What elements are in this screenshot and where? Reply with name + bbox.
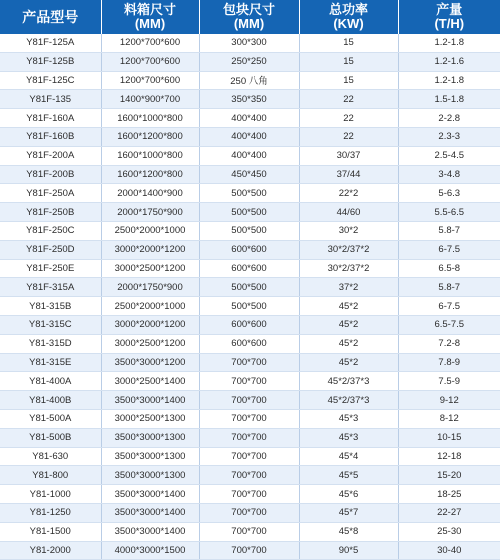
cell-total-power: 45*2: [299, 353, 398, 372]
cell-model: Y81F-200A: [0, 146, 101, 165]
table-row: [0, 146, 500, 165]
cell-model: Y81-400A: [0, 372, 101, 391]
cell-box-size: 1600*1000*800: [101, 146, 199, 165]
cell-bale-size: 250 八角: [199, 71, 299, 90]
cell-model: Y81F-315A: [0, 278, 101, 297]
header-model: 产品型号: [0, 0, 101, 34]
table-row: [0, 184, 500, 203]
cell-model: Y81F-125B: [0, 52, 101, 71]
cell-output: 5.8-7: [398, 278, 500, 297]
cell-output: 6.5-8: [398, 259, 500, 278]
cell-box-size: 3500*3000*1200: [101, 353, 199, 372]
cell-bale-size: 500*500: [199, 221, 299, 240]
cell-output: 6-7.5: [398, 297, 500, 316]
table-body: [0, 34, 500, 560]
cell-total-power: 15: [299, 34, 398, 52]
cell-total-power: 45*2: [299, 334, 398, 353]
cell-total-power: 45*5: [299, 466, 398, 485]
cell-output: 10-15: [398, 428, 500, 447]
cell-model: Y81-315D: [0, 334, 101, 353]
cell-output: 1.2-1.8: [398, 71, 500, 90]
cell-output: 5.5-6.5: [398, 203, 500, 222]
cell-box-size: 2000*1750*900: [101, 278, 199, 297]
cell-model: Y81-400B: [0, 391, 101, 410]
table-row: [0, 52, 500, 71]
cell-output: 25-30: [398, 522, 500, 541]
table-row: [0, 334, 500, 353]
table-row: [0, 165, 500, 184]
cell-model: Y81F-135: [0, 90, 101, 109]
cell-output: 9-12: [398, 391, 500, 410]
table-row: [0, 109, 500, 128]
cell-output: 1.5-1.8: [398, 90, 500, 109]
cell-box-size: 3500*3000*1300: [101, 428, 199, 447]
table-row: [0, 447, 500, 466]
cell-total-power: 45*2: [299, 297, 398, 316]
cell-box-size: 1200*700*600: [101, 52, 199, 71]
cell-bale-size: 700*700: [199, 391, 299, 410]
table-row: [0, 522, 500, 541]
cell-box-size: 2000*1750*900: [101, 203, 199, 222]
cell-total-power: 30/37: [299, 146, 398, 165]
cell-model: Y81-1500: [0, 522, 101, 541]
table-row: [0, 541, 500, 560]
cell-box-size: 3500*3000*1400: [101, 503, 199, 522]
cell-total-power: 30*2: [299, 221, 398, 240]
cell-model: Y81F-250E: [0, 259, 101, 278]
cell-total-power: 22*2: [299, 184, 398, 203]
cell-box-size: 3000*2500*1300: [101, 409, 199, 428]
cell-model: Y81F-125A: [0, 34, 101, 52]
cell-model: Y81F-200B: [0, 165, 101, 184]
cell-bale-size: 700*700: [199, 353, 299, 372]
cell-model: Y81F-250D: [0, 240, 101, 259]
cell-box-size: 1200*700*600: [101, 71, 199, 90]
cell-bale-size: 700*700: [199, 447, 299, 466]
cell-model: Y81-800: [0, 466, 101, 485]
cell-bale-size: 250*250: [199, 52, 299, 71]
cell-model: Y81-315E: [0, 353, 101, 372]
cell-total-power: 30*2/37*2: [299, 259, 398, 278]
cell-output: 18-25: [398, 485, 500, 504]
cell-bale-size: 700*700: [199, 522, 299, 541]
cell-total-power: 45*7: [299, 503, 398, 522]
table-row: [0, 278, 500, 297]
cell-output: 2.5-4.5: [398, 146, 500, 165]
cell-output: 8-12: [398, 409, 500, 428]
cell-box-size: 3500*3000*1400: [101, 485, 199, 504]
cell-box-size: 1400*900*700: [101, 90, 199, 109]
cell-model: Y81-500A: [0, 409, 101, 428]
cell-output: 2-2.8: [398, 109, 500, 128]
table-row: [0, 503, 500, 522]
cell-output: 1.2-1.6: [398, 52, 500, 71]
cell-total-power: 45*3: [299, 428, 398, 447]
cell-bale-size: 500*500: [199, 297, 299, 316]
cell-bale-size: 600*600: [199, 334, 299, 353]
cell-total-power: 45*2/37*3: [299, 372, 398, 391]
header-row: [0, 0, 500, 34]
table-row: [0, 466, 500, 485]
cell-total-power: 45*2/37*3: [299, 391, 398, 410]
header-output: 产量 (T/H): [398, 0, 500, 34]
table-row: [0, 315, 500, 334]
cell-bale-size: 700*700: [199, 466, 299, 485]
cell-total-power: 22: [299, 109, 398, 128]
table-row: [0, 221, 500, 240]
cell-bale-size: 700*700: [199, 541, 299, 560]
cell-total-power: 45*2: [299, 315, 398, 334]
cell-box-size: 1600*1200*800: [101, 127, 199, 146]
cell-box-size: 3000*2000*1200: [101, 240, 199, 259]
cell-output: 12-18: [398, 447, 500, 466]
cell-model: Y81F-250A: [0, 184, 101, 203]
table-row: [0, 391, 500, 410]
table-row: [0, 127, 500, 146]
cell-output: 7.5-9: [398, 372, 500, 391]
cell-box-size: 3500*3000*1300: [101, 447, 199, 466]
cell-box-size: 1600*1000*800: [101, 109, 199, 128]
table-row: [0, 240, 500, 259]
cell-box-size: 1200*700*600: [101, 34, 199, 52]
cell-model: Y81-315C: [0, 315, 101, 334]
cell-output: 30-40: [398, 541, 500, 560]
cell-total-power: 22: [299, 90, 398, 109]
cell-box-size: 2000*1400*900: [101, 184, 199, 203]
table-row: [0, 259, 500, 278]
cell-bale-size: 400*400: [199, 127, 299, 146]
cell-model: Y81F-160A: [0, 109, 101, 128]
cell-total-power: 37/44: [299, 165, 398, 184]
table-row: [0, 71, 500, 90]
cell-model: Y81-1250: [0, 503, 101, 522]
cell-total-power: 44/60: [299, 203, 398, 222]
table-row: [0, 372, 500, 391]
cell-bale-size: 350*350: [199, 90, 299, 109]
cell-model: Y81-315B: [0, 297, 101, 316]
cell-box-size: 4000*3000*1500: [101, 541, 199, 560]
cell-total-power: 30*2/37*2: [299, 240, 398, 259]
cell-box-size: 2500*2000*1000: [101, 221, 199, 240]
cell-box-size: 3000*2500*1200: [101, 259, 199, 278]
cell-output: 2.3-3: [398, 127, 500, 146]
cell-model: Y81F-250B: [0, 203, 101, 222]
cell-total-power: 45*4: [299, 447, 398, 466]
cell-total-power: 22: [299, 127, 398, 146]
cell-box-size: 3500*3000*1400: [101, 522, 199, 541]
cell-bale-size: 600*600: [199, 240, 299, 259]
cell-total-power: 45*6: [299, 485, 398, 504]
cell-output: 22-27: [398, 503, 500, 522]
cell-bale-size: 700*700: [199, 428, 299, 447]
cell-bale-size: 600*600: [199, 315, 299, 334]
cell-bale-size: 500*500: [199, 278, 299, 297]
cell-box-size: 3000*2500*1400: [101, 372, 199, 391]
cell-bale-size: 400*400: [199, 109, 299, 128]
cell-box-size: 3000*2500*1200: [101, 334, 199, 353]
cell-model: Y81-1000: [0, 485, 101, 504]
cell-model: Y81-630: [0, 447, 101, 466]
cell-bale-size: 500*500: [199, 184, 299, 203]
cell-output: 15-20: [398, 466, 500, 485]
cell-box-size: 3000*2000*1200: [101, 315, 199, 334]
table-row: [0, 428, 500, 447]
cell-model: Y81F-160B: [0, 127, 101, 146]
cell-total-power: 15: [299, 71, 398, 90]
header-box-size: 料箱尺寸 (MM): [101, 0, 199, 34]
table-row: [0, 297, 500, 316]
cell-bale-size: 450*450: [199, 165, 299, 184]
cell-bale-size: 400*400: [199, 146, 299, 165]
header-total-power: 总功率 (KW): [299, 0, 398, 34]
cell-output: 5-6.3: [398, 184, 500, 203]
cell-output: 3-4.8: [398, 165, 500, 184]
cell-bale-size: 600*600: [199, 259, 299, 278]
cell-total-power: 37*2: [299, 278, 398, 297]
cell-output: 6-7.5: [398, 240, 500, 259]
cell-output: 1.2-1.8: [398, 34, 500, 52]
cell-bale-size: 700*700: [199, 409, 299, 428]
table-row: [0, 90, 500, 109]
table-row: [0, 485, 500, 504]
cell-bale-size: 500*500: [199, 203, 299, 222]
cell-output: 6.5-7.5: [398, 315, 500, 334]
cell-bale-size: 700*700: [199, 485, 299, 504]
cell-model: Y81-2000: [0, 541, 101, 560]
cell-total-power: 15: [299, 52, 398, 71]
cell-box-size: 3500*3000*1400: [101, 391, 199, 410]
cell-output: 5.8-7: [398, 221, 500, 240]
table-row: [0, 353, 500, 372]
cell-output: 7.8-9: [398, 353, 500, 372]
cell-box-size: 3500*3000*1300: [101, 466, 199, 485]
cell-box-size: 2500*2000*1000: [101, 297, 199, 316]
cell-model: Y81F-250C: [0, 221, 101, 240]
cell-bale-size: 300*300: [199, 34, 299, 52]
table-row: [0, 409, 500, 428]
cell-bale-size: 700*700: [199, 503, 299, 522]
cell-box-size: 1600*1200*800: [101, 165, 199, 184]
cell-model: Y81-500B: [0, 428, 101, 447]
cell-model: Y81F-125C: [0, 71, 101, 90]
cell-total-power: 45*3: [299, 409, 398, 428]
cell-output: 7.2-8: [398, 334, 500, 353]
header-bale-size: 包块尺寸 (MM): [199, 0, 299, 34]
table-row: [0, 34, 500, 52]
table-row: [0, 203, 500, 222]
cell-total-power: 45*8: [299, 522, 398, 541]
cell-total-power: 90*5: [299, 541, 398, 560]
cell-bale-size: 700*700: [199, 372, 299, 391]
